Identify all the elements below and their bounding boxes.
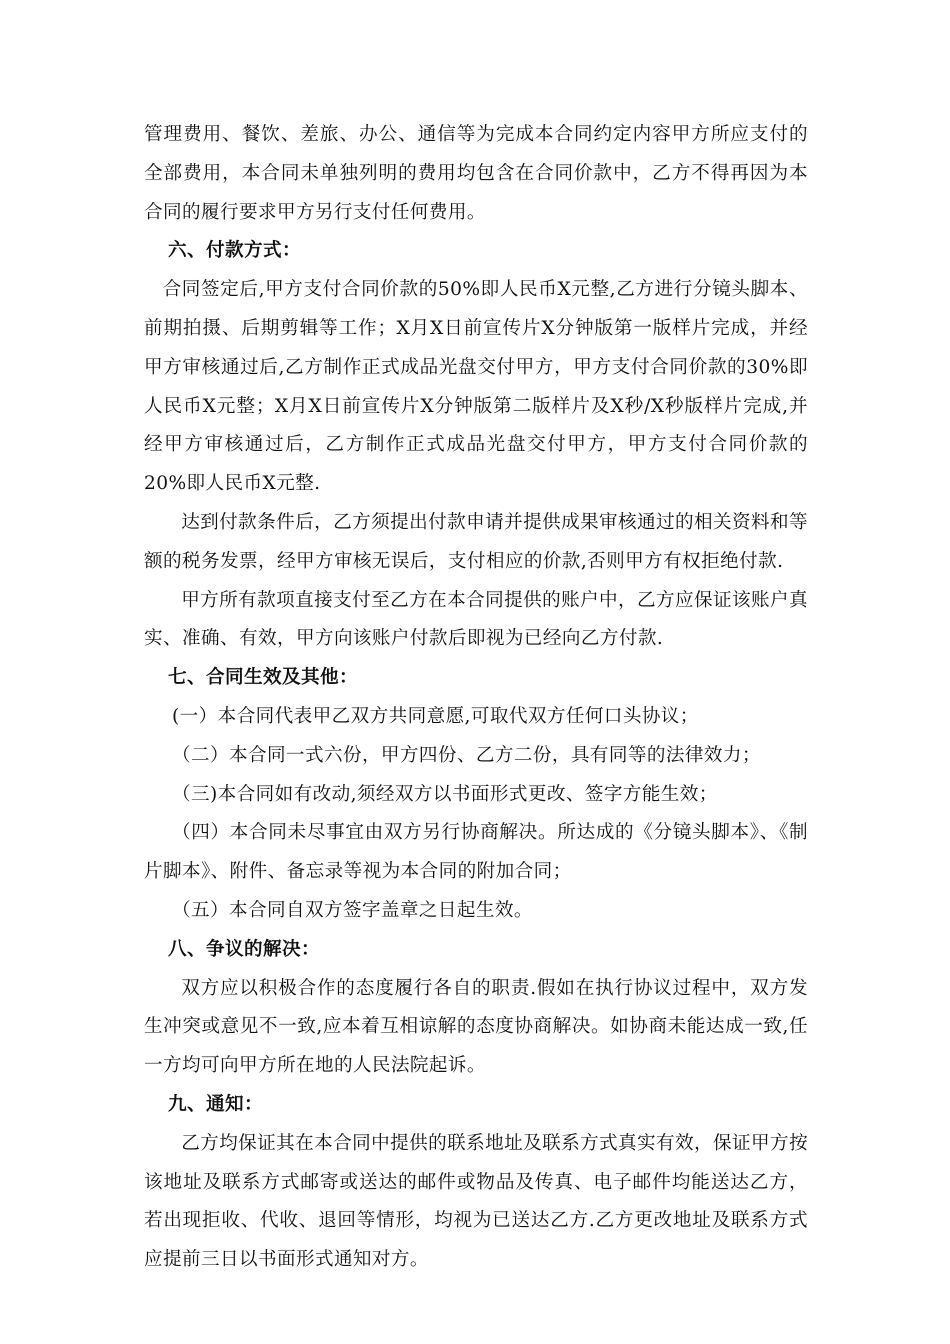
clause-item-5: （五）本合同自双方签字盖章之日起生效。: [172, 899, 533, 921]
clause-item-3: （三)本合同如有改动,须经双方以书面形式更改、签字方能生效；: [172, 783, 718, 805]
section-heading-effect: 七、合同生效及其他：: [168, 667, 358, 689]
paragraph-payment-account: 甲方所有款项直接支付至乙方在本合同提供的账户中，乙方应保证该账户真实、准确、有效，甲方向该账户付款后即视为已经向乙方付款.: [144, 589, 808, 650]
clause-item-4: （四）本合同未尽事宜由双方另行协商解决。所达成的《分镜头脚本》、《制片脚本》、附件、备忘录等视为本合同的附加合同；: [144, 822, 808, 883]
paragraph-notice: 乙方均保证其在本合同中提供的联系地址及联系方式真实有效，保证甲方按该地址及联系方式邮寄或送达的邮件或物品及传真、电子邮件均能送达乙方，若出现拒收、代收、退回等情形，均视为已送达乙方.乙方更改地址及联系方式应提前三日以书面形式通知对方。: [144, 1132, 808, 1271]
paragraph-payment-conditions: 达到付款条件后，乙方须提出付款申请并提供成果审核通过的相关资料和等额的税务发票，经甲方审核无误后，支付相应的价款,否则甲方有权拒绝付款.: [144, 511, 808, 572]
section-heading-notice: 九、通知：: [168, 1093, 263, 1115]
contract-page: [144, 116, 808, 1280]
section-heading-dispute: 八、争议的解决：: [168, 938, 320, 960]
clause-item-1: (一）本合同代表甲乙双方共同意愿,可取代双方任何口头协议；: [172, 705, 699, 727]
paragraph-payment-schedule: 合同签定后,甲方支付合同价款的50%即人民币X元整,乙方进行分镜头脚本、前期拍摄、后期剪辑等工作；X月X日前宣传片X分钟版第一版样片完成，并经甲方审核通过后,乙方制作正式成品光盘交付甲方，甲方支付合同价款的30%即人民币X元整；X月X日前宣传片X分钟版第二版样片及X秒/X秒版样片完成,并经甲方审核通过后，乙方制作正式成品光盘交付甲方，甲方支付合同价款的20%即人民币X元整.: [144, 279, 808, 495]
section-heading-payment: 六、付款方式：: [168, 240, 301, 262]
clause-item-2: （二）本合同一式六份，甲方四份、乙方二份，具有同等的法律效力；: [172, 744, 761, 766]
paragraph-dispute: 双方应以积极合作的态度履行各自的职责.假如在执行协议过程中，双方发生冲突或意见不一致,应本着互相谅解的态度协商解决。如协商未能达成一致,任一方均可向甲方所在地的人民法院起诉。: [144, 977, 808, 1077]
paragraph-fees: 管理费用、餐饮、差旅、办公、通信等为完成本合同约定内容甲方所应支付的全部费用，本合同未单独列明的费用均包含在合同价款中，乙方不得再因为本合同的履行要求甲方另行支付任何费用。: [144, 124, 808, 223]
